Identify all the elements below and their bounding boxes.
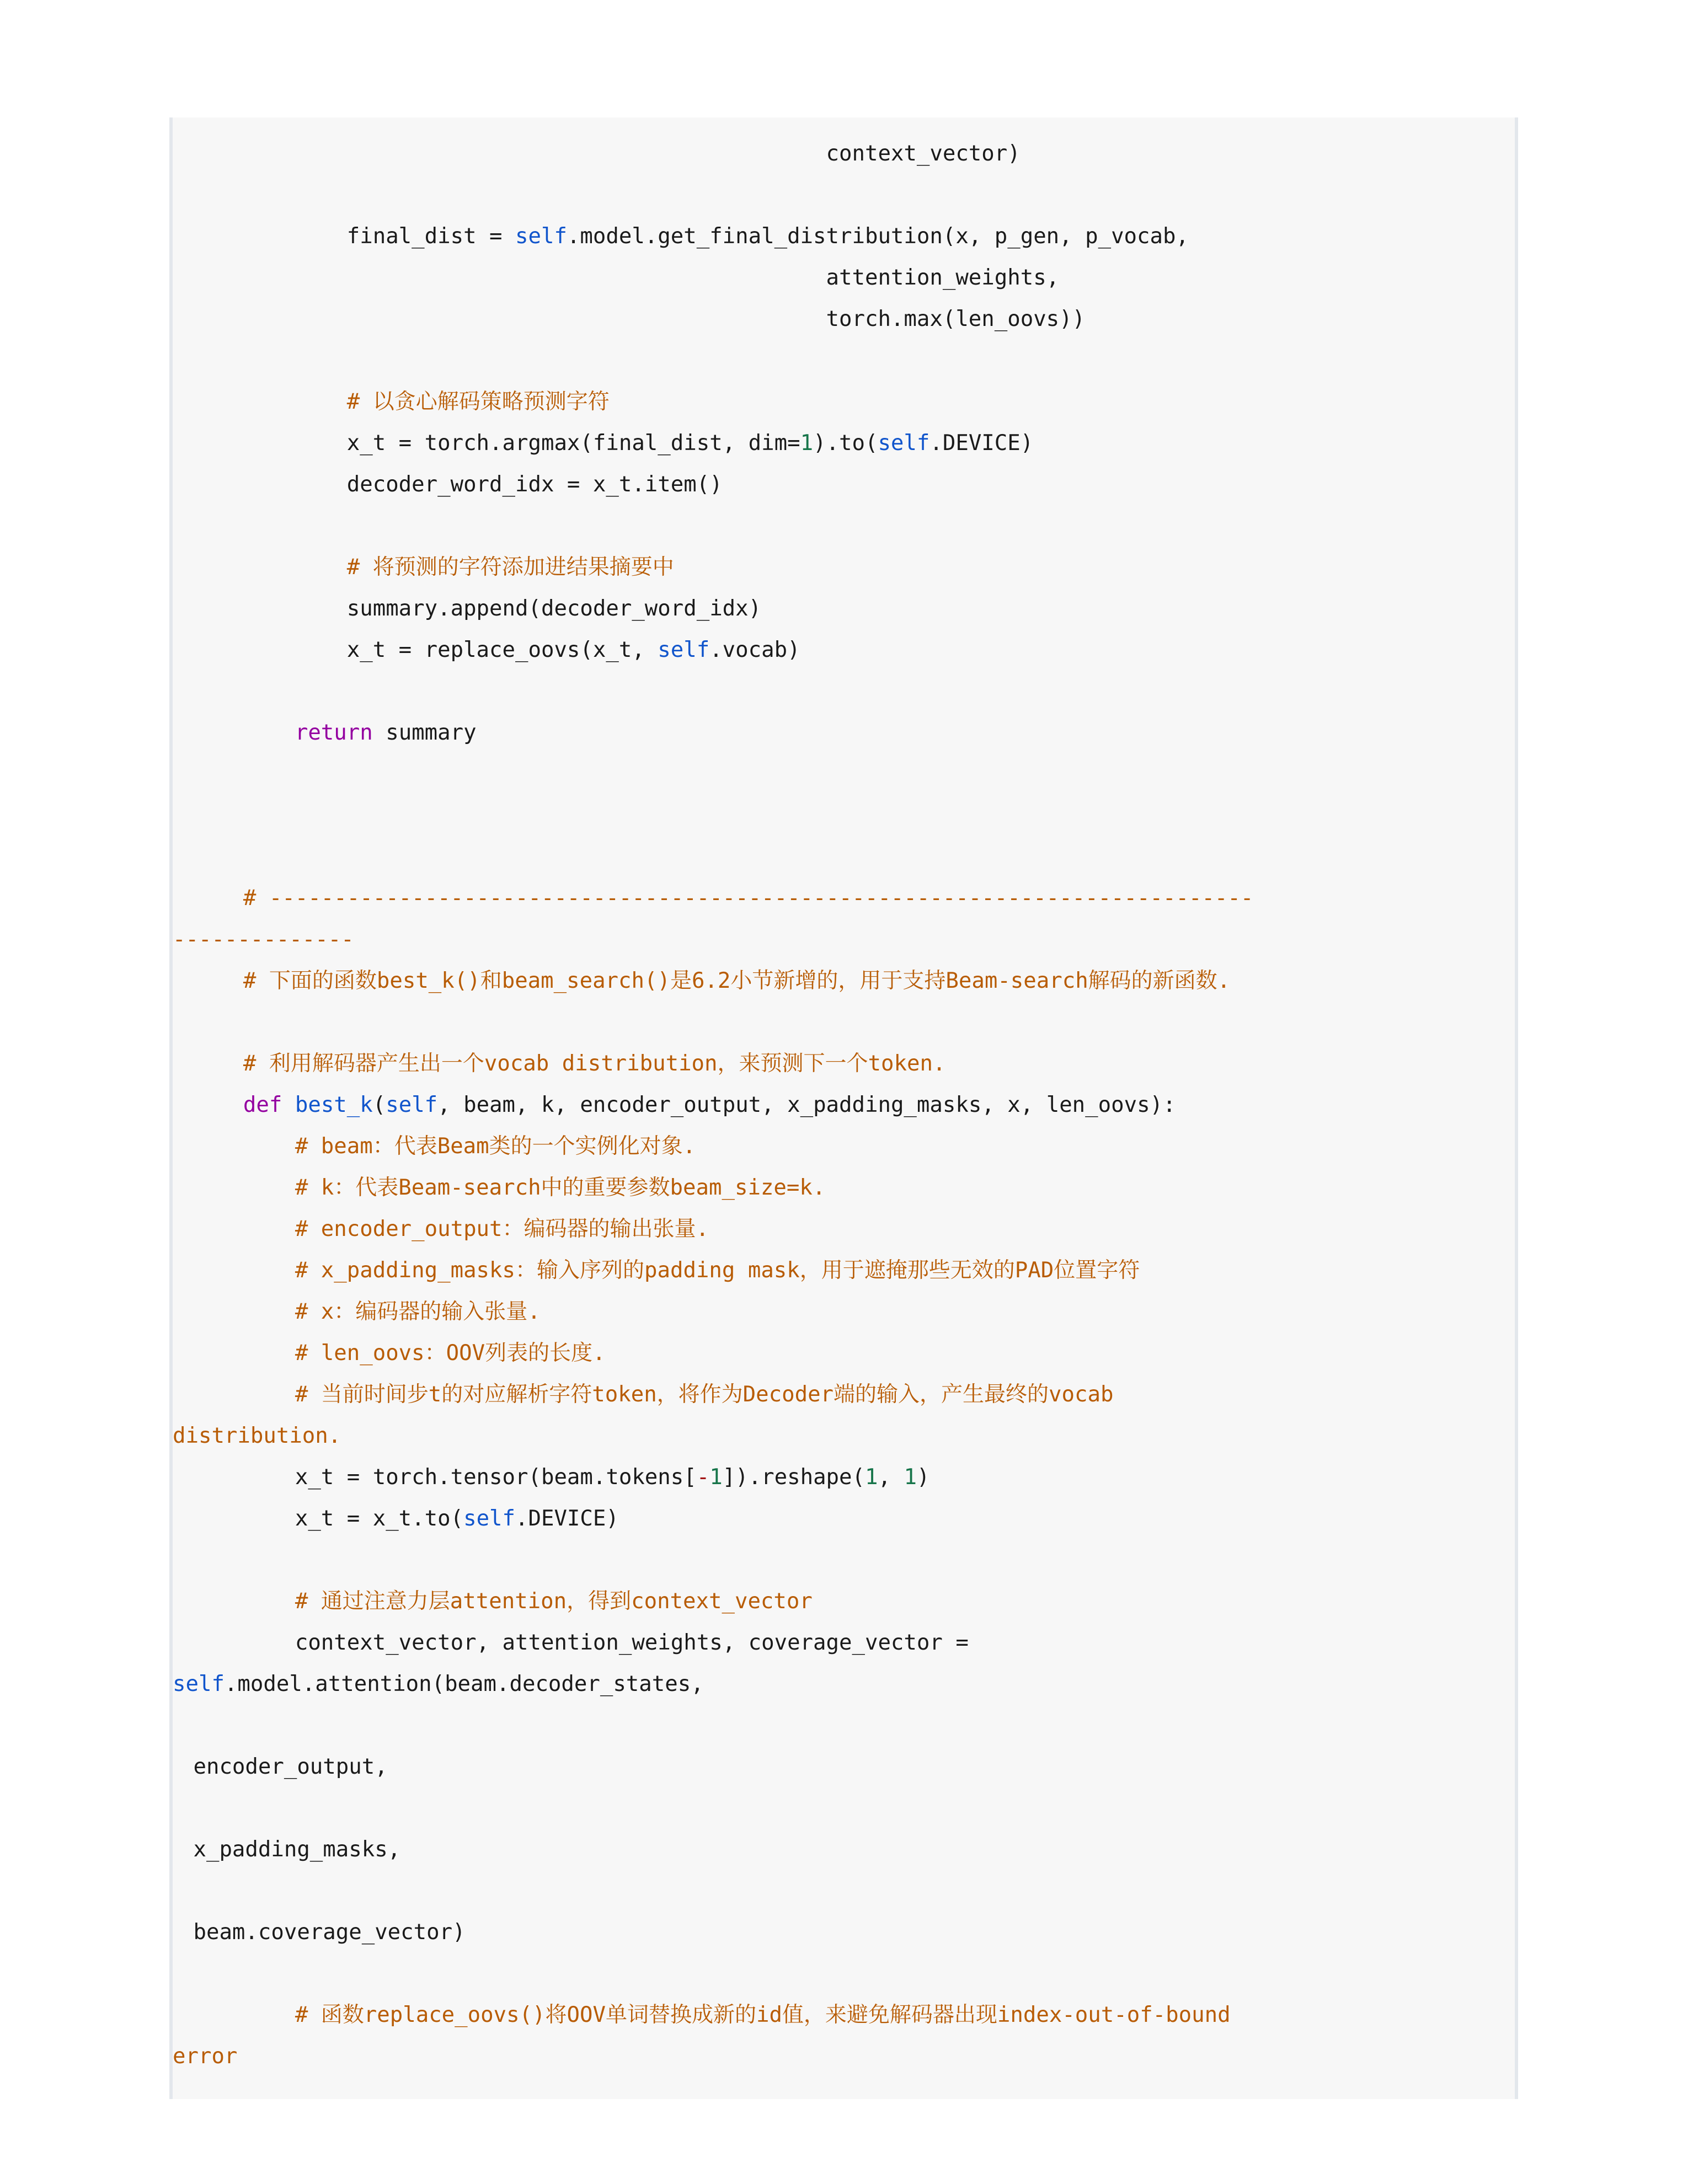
code-line-def bbox=[173, 1084, 1515, 1126]
code-token-text bbox=[282, 1093, 295, 1117]
code-line bbox=[173, 298, 1515, 340]
code-lines bbox=[173, 117, 1515, 2077]
code-token-comment: # x_padding_masks：输入序列的padding mask，用于遮掩那些无效的PAD位置字符 bbox=[191, 1258, 1140, 1283]
code-token-comment: # 当前时间步t的对应解析字符token，将作为Decoder端的输入，产生最终的vocab bbox=[191, 1382, 1114, 1407]
code-token-text: x_t = torch.argmax(final_dist, dim= bbox=[191, 431, 800, 456]
code-token-text: decoder_word_idx = x_t.item() bbox=[191, 472, 723, 497]
code-token-text: x_t = x_t.to( bbox=[191, 1506, 464, 1531]
code-line-blank bbox=[173, 671, 1515, 712]
code-line-wrap bbox=[173, 1829, 1515, 1870]
code-line-comment bbox=[173, 1994, 1515, 2036]
code-line-comment bbox=[173, 547, 1515, 588]
code-token-text: summary.append(decoder_word_idx) bbox=[191, 596, 762, 621]
code-token-number: 1 bbox=[904, 1465, 917, 1490]
code-token-text: x_t = replace_oovs(x_t, bbox=[191, 638, 658, 662]
code-token-comment: # k：代表Beam-search中的重要参数beam_size=k. bbox=[191, 1175, 826, 1200]
code-token-text: encoder_output, bbox=[180, 1754, 388, 1779]
code-token-text: context_vector) bbox=[191, 141, 1021, 166]
code-token-text: , beam, k, encoder_output, x_padding_masks, x, len_oovs): bbox=[437, 1093, 1176, 1117]
code-line-comment-wrap bbox=[173, 1415, 1515, 1457]
code-token-text: final_dist = bbox=[191, 224, 515, 249]
code-token-comment: # 利用解码器产生出一个vocab distribution，来预测下一个token. bbox=[191, 1051, 946, 1076]
code-line-blank bbox=[173, 1002, 1515, 1043]
code-line-blank bbox=[173, 1953, 1515, 1994]
code-line-blank bbox=[173, 1870, 1515, 1912]
code-line bbox=[173, 712, 1515, 753]
code-token-minus: - bbox=[696, 1465, 710, 1490]
code-token-text: attention_weights, bbox=[191, 265, 1060, 290]
code-token-text: .DEVICE) bbox=[515, 1506, 619, 1531]
code-line-separator-wrap bbox=[173, 919, 1515, 960]
code-line-blank bbox=[173, 1539, 1515, 1581]
code-token-number: 1 bbox=[800, 431, 814, 456]
code-line-blank bbox=[173, 505, 1515, 547]
code-line-wrap bbox=[173, 1663, 1515, 1705]
code-line-comment bbox=[173, 1332, 1515, 1374]
code-token-self: self bbox=[173, 1672, 225, 1696]
code-line bbox=[173, 1498, 1515, 1539]
code-token-text bbox=[191, 1093, 243, 1117]
code-line-comment bbox=[173, 1043, 1515, 1084]
code-token-comment: distribution. bbox=[173, 1423, 341, 1448]
code-line-comment-wrap bbox=[173, 2036, 1515, 2077]
code-line-wrap bbox=[173, 1912, 1515, 1953]
code-token-text: torch.max(len_oovs)) bbox=[191, 307, 1086, 331]
code-line bbox=[173, 588, 1515, 629]
code-token-text: context_vector, attention_weights, coverage_vector = bbox=[191, 1630, 969, 1655]
code-line-blank bbox=[173, 174, 1515, 216]
code-token-comment: # 将预测的字符添加进结果摘要中 bbox=[191, 555, 674, 580]
code-token-comment: # encoder_output：编码器的输出张量. bbox=[191, 1217, 709, 1241]
code-token-text: .model.attention(beam.decoder_states, bbox=[224, 1672, 704, 1696]
code-token-comment: -------------- bbox=[173, 927, 354, 952]
code-line-comment bbox=[173, 1208, 1515, 1250]
code-token-text: , bbox=[878, 1465, 904, 1490]
code-token-text: .model.get_final_distribution(x, p_gen, p_vocab, bbox=[567, 224, 1189, 249]
code-token-number: 1 bbox=[864, 1465, 878, 1490]
code-token-keyword-def: def bbox=[243, 1093, 282, 1117]
code-line bbox=[173, 464, 1515, 505]
code-line bbox=[173, 629, 1515, 671]
code-token-comment: # len_oovs：OOV列表的长度. bbox=[191, 1341, 606, 1366]
code-block bbox=[169, 117, 1518, 2099]
code-token-text: summary bbox=[372, 720, 477, 745]
code-token-comment: # 函数replace_oovs()将OOV单词替换成新的id值，来避免解码器出现index-out-of-bound bbox=[191, 2003, 1231, 2027]
code-line-blank bbox=[173, 753, 1515, 795]
code-token-text bbox=[191, 720, 295, 745]
code-token-self: self bbox=[658, 638, 710, 662]
code-token-comment: # 下面的函数best_k()和beam_search()是6.2小节新增的，用于支持Beam-search解码的新函数. bbox=[191, 968, 1231, 993]
code-line bbox=[173, 1622, 1515, 1663]
code-token-text: x_padding_masks, bbox=[180, 1837, 401, 1862]
code-line-comment bbox=[173, 1374, 1515, 1415]
code-line-comment bbox=[173, 1250, 1515, 1291]
code-token-text: ) bbox=[916, 1465, 930, 1490]
code-token-text: x_t = torch.tensor(beam.tokens[ bbox=[191, 1465, 697, 1490]
code-line-blank bbox=[173, 795, 1515, 836]
code-line bbox=[173, 133, 1515, 174]
code-token-text: ).to( bbox=[813, 431, 878, 456]
code-token-number: 1 bbox=[709, 1465, 723, 1490]
code-token-comment: # 以贪心解码策略预测字符 bbox=[191, 389, 610, 414]
code-token-comment: # beam：代表Beam类的一个实例化对象. bbox=[191, 1134, 696, 1159]
code-line-blank bbox=[173, 836, 1515, 877]
code-line bbox=[173, 216, 1515, 257]
code-token-self: self bbox=[515, 224, 567, 249]
code-token-text: ]).reshape( bbox=[722, 1465, 865, 1490]
code-token-comment: # ---------------------------------------------------------------------------- bbox=[191, 886, 1254, 911]
code-line-separator bbox=[173, 877, 1515, 919]
code-line bbox=[173, 1457, 1515, 1498]
code-token-text: beam.coverage_vector) bbox=[180, 1920, 466, 1945]
code-token-self: self bbox=[463, 1506, 516, 1531]
code-line-comment bbox=[173, 381, 1515, 422]
code-token-comment: # x：编码器的输入张量. bbox=[191, 1299, 541, 1324]
code-line-blank bbox=[173, 340, 1515, 381]
code-token-function-name: best_k bbox=[295, 1093, 373, 1117]
code-line-comment bbox=[173, 1126, 1515, 1167]
code-token-comment: # 通过注意力层attention，得到context_vector bbox=[191, 1589, 813, 1614]
code-token-text: .vocab) bbox=[709, 638, 800, 662]
code-token-keyword-return: return bbox=[295, 720, 373, 745]
code-token-text: ( bbox=[372, 1093, 386, 1117]
code-line bbox=[173, 257, 1515, 298]
code-token-comment: error bbox=[173, 2044, 238, 2069]
code-token-text: .DEVICE) bbox=[930, 431, 1034, 456]
code-line bbox=[173, 422, 1515, 464]
code-line-comment bbox=[173, 1291, 1515, 1332]
code-line-blank bbox=[173, 1705, 1515, 1746]
code-line-blank bbox=[173, 1787, 1515, 1829]
code-line-wrap bbox=[173, 1746, 1515, 1787]
code-line-comment bbox=[173, 1581, 1515, 1622]
code-token-self: self bbox=[878, 431, 930, 456]
code-line-comment bbox=[173, 960, 1515, 1002]
code-token-self: self bbox=[386, 1093, 438, 1117]
code-line-comment bbox=[173, 1167, 1515, 1208]
